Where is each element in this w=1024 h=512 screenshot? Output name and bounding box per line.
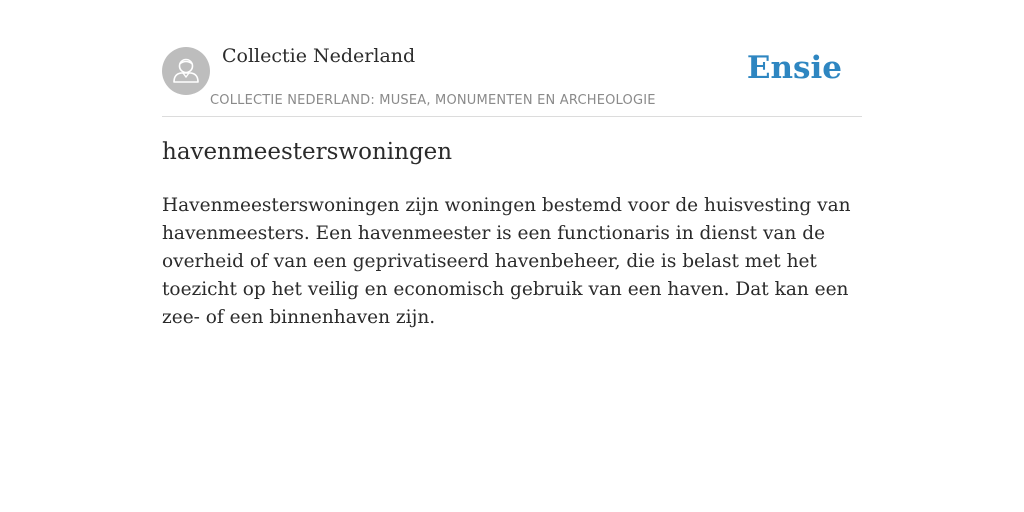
header (162, 40, 862, 117)
brand-logo[interactable]: Ensie (746, 50, 842, 86)
author-name[interactable]: Collectie Nederland (222, 45, 416, 67)
user-avatar-icon[interactable] (162, 47, 210, 95)
definition-text: Havenmeesterswoningen zijn woningen bestemd voor de huisvesting van havenmeesters. Een havenmeester is een functionaris in dienst van de overheid of van een geprivatiseerd havenbeheer, die is belast met het toezicht op het veilig en economisch gebruik van een haven. Dat kan een zee- of een binnenhaven zijn. (162, 195, 851, 328)
page-title: havenmeesterswoningen (162, 139, 453, 165)
author-subtitle: COLLECTIE NEDERLAND: MUSEA, MONUMENTEN EN ARCHEOLOGIE (210, 93, 656, 108)
